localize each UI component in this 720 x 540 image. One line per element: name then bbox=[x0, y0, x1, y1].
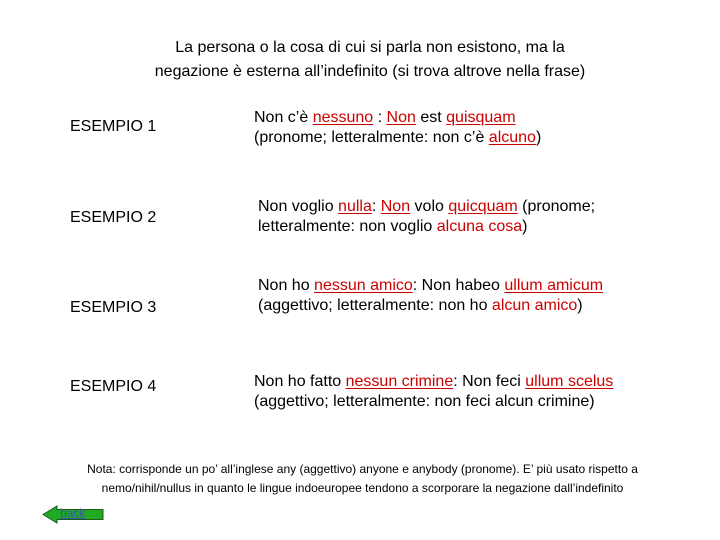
back-button[interactable] bbox=[42, 505, 104, 524]
text-segment: : bbox=[373, 109, 387, 126]
highlight-segment: nulla bbox=[338, 198, 372, 215]
footnote bbox=[30, 460, 695, 498]
text-segment: : Non feci bbox=[453, 373, 526, 390]
highlight-segment: Non bbox=[386, 109, 416, 126]
text-segment: ) bbox=[535, 129, 542, 146]
example-3-line-1 bbox=[258, 276, 698, 296]
text-segment: (aggettivo; letteralmente: non feci alcun crimine) bbox=[254, 393, 595, 410]
text-segment: Non c’è bbox=[254, 109, 313, 126]
example-2-line-1 bbox=[258, 197, 698, 217]
highlight-segment: nessun crimine bbox=[345, 373, 454, 390]
highlight-segment: alcuna cosa bbox=[436, 218, 523, 235]
text-segment: Non ho fatto bbox=[254, 373, 346, 390]
highlight-segment: alcuno bbox=[488, 129, 536, 146]
example-2-line-2 bbox=[258, 217, 698, 237]
text-segment: (aggettivo; letteralmente: non ho bbox=[258, 297, 492, 314]
example-3-label: ESEMPIO 3 bbox=[70, 299, 157, 316]
text-segment: (pronome; letteralmente: non c’è bbox=[254, 129, 489, 146]
example-3-line-2 bbox=[258, 296, 698, 316]
text-segment: Non ho bbox=[258, 277, 315, 294]
text-segment: ) bbox=[522, 218, 528, 235]
back-button-label: back bbox=[60, 506, 86, 520]
example-4-label: ESEMPIO 4 bbox=[70, 378, 157, 395]
text-segment: letteralmente: non voglio bbox=[258, 218, 437, 235]
highlight-segment: ullum amicum bbox=[504, 277, 604, 294]
example-2-text bbox=[258, 197, 698, 237]
example-1-text bbox=[254, 108, 694, 148]
text-segment: Non voglio bbox=[258, 198, 339, 215]
highlight-segment: nessun amico bbox=[314, 277, 413, 294]
example-1-label: ESEMPIO 1 bbox=[70, 118, 157, 135]
example-4-text bbox=[254, 372, 694, 412]
text-segment: ) bbox=[577, 297, 583, 314]
highlight-segment: Non bbox=[380, 198, 411, 215]
example-1-line-1 bbox=[254, 108, 694, 128]
text-segment: : Non habeo bbox=[412, 277, 505, 294]
highlight-segment: ullum scelus bbox=[525, 373, 614, 390]
text-segment: volo bbox=[410, 198, 449, 215]
footnote-line-2: nemo/nihil/nullus in quanto le lingue indoeuropee tendono a scorporare la negazione dall’indefinito bbox=[101, 481, 624, 495]
example-1-line-2 bbox=[254, 128, 694, 148]
example-2-label: ESEMPIO 2 bbox=[70, 209, 157, 226]
example-4-line-1 bbox=[254, 372, 694, 392]
example-3-text bbox=[258, 276, 698, 316]
text-segment: est bbox=[415, 109, 447, 126]
page-title bbox=[100, 36, 640, 84]
highlight-segment: nessuno bbox=[312, 109, 374, 126]
footnote-line-1: Nota: corrisponde un po’ all’inglese any (aggettivo) anyone e anybody (pronome). E’ più usato rispetto a bbox=[87, 462, 638, 476]
text-segment: (pronome; bbox=[517, 198, 596, 215]
highlight-segment: quisquam bbox=[446, 109, 516, 126]
highlight-segment: alcun amico bbox=[491, 297, 578, 314]
title-line-2: negazione è esterna all’indefinito (si trova altrove nella frase) bbox=[154, 63, 586, 80]
example-4-line-2 bbox=[254, 392, 694, 412]
text-segment: : bbox=[371, 198, 381, 215]
title-line-1: La persona o la cosa di cui si parla non esistono, ma la bbox=[175, 39, 565, 56]
highlight-segment: quicquam bbox=[448, 198, 518, 215]
